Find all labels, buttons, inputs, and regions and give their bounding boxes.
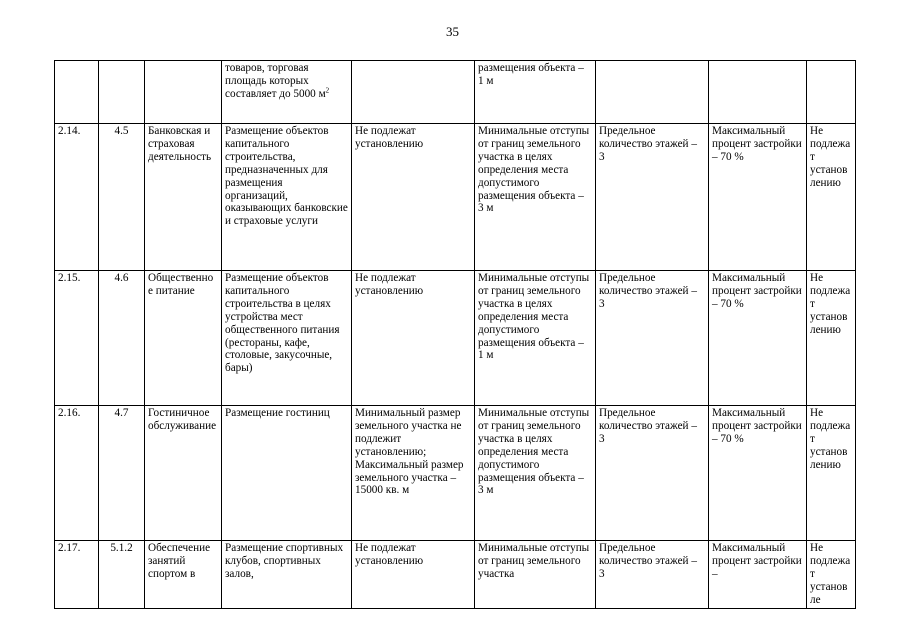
- cell-coverage: Максимальный процент застройки – 70 %: [709, 406, 807, 541]
- page-number: 35: [446, 24, 459, 39]
- cell-name: Банковская и страховая деятельность: [145, 124, 222, 271]
- cell-other: Не подлежат установлению: [807, 406, 856, 541]
- cell-num: [55, 61, 99, 124]
- cell-min-size: Не подлежат установлению: [352, 124, 475, 271]
- cell-other: Не подлежат установлению: [807, 124, 856, 271]
- cell-setbacks: Минимальные отступы от границ земельного участка в целях определения места допустимого размещения объекта – 3 м: [475, 406, 596, 541]
- cell-code: 4.7: [99, 406, 145, 541]
- cell-other: Не подлежат установлению: [807, 271, 856, 406]
- cell-name: Гостиничное обслуживание: [145, 406, 222, 541]
- cell-coverage: Максимальный процент застройки –: [709, 541, 807, 609]
- cell-code: 5.1.2: [99, 541, 145, 609]
- cell-coverage: [709, 61, 807, 124]
- description-text: товаров, торговая площадь которых составляет до 5000 м: [225, 62, 326, 100]
- cell-num: 2.14.: [55, 124, 99, 271]
- cell-description: Размещение спортивных клубов, спортивных залов,: [222, 541, 352, 609]
- cell-setbacks: Минимальные отступы от границ земельного участка в целях определения места допустимого размещения объекта – 3 м: [475, 124, 596, 271]
- cell-description: Размещение объектов капитального строительства в целях устройства мест общественного питания (рестораны, кафе, столовые, закусочные, бары): [222, 271, 352, 406]
- cell-num: 2.16.: [55, 406, 99, 541]
- cell-name: [145, 61, 222, 124]
- cell-floors: Предельное количество этажей – 3: [596, 124, 709, 271]
- table-row: [55, 124, 856, 271]
- table-row: [55, 61, 856, 124]
- cell-min-size: Не подлежат установлению: [352, 271, 475, 406]
- cell-num: 2.15.: [55, 271, 99, 406]
- cell-floors: Предельное количество этажей – 3: [596, 406, 709, 541]
- cell-code: 4.6: [99, 271, 145, 406]
- cell-name: Обеспечение занятий спортом в: [145, 541, 222, 609]
- cell-min-size: Не подлежат установлению: [352, 541, 475, 609]
- table-row: [55, 541, 856, 609]
- cell-coverage: Максимальный процент застройки – 70 %: [709, 124, 807, 271]
- superscript: 2: [325, 86, 330, 95]
- cell-code: [99, 61, 145, 124]
- cell-other: [807, 61, 856, 124]
- cell-other: Не подлежат установле: [807, 541, 856, 609]
- cell-min-size: Минимальный размер земельного участка не подлежит установлению; Максимальный размер земельного участка – 15000 кв. м: [352, 406, 475, 541]
- cell-setbacks: Минимальные отступы от границ земельного участка в целях определения места допустимого размещения объекта – 1 м: [475, 271, 596, 406]
- cell-min-size: [352, 61, 475, 124]
- cell-floors: [596, 61, 709, 124]
- table-row: [55, 406, 856, 541]
- cell-name: Общественное питание: [145, 271, 222, 406]
- cell-floors: Предельное количество этажей – 3: [596, 541, 709, 609]
- table-row: [55, 271, 856, 406]
- cell-description: Размещение объектов капитального строительства, предназначенных для размещения организаций, оказывающих банковские и страховые услуги: [222, 124, 352, 271]
- cell-num: 2.17.: [55, 541, 99, 609]
- zoning-table: [54, 60, 856, 609]
- cell-description: Размещение гостиниц: [222, 406, 352, 541]
- cell-description: [222, 61, 352, 124]
- cell-setbacks: размещения объекта – 1 м: [475, 61, 596, 124]
- cell-floors: Предельное количество этажей – 3: [596, 271, 709, 406]
- cell-setbacks: Минимальные отступы от границ земельного участка: [475, 541, 596, 609]
- cell-coverage: Максимальный процент застройки – 70 %: [709, 271, 807, 406]
- cell-code: 4.5: [99, 124, 145, 271]
